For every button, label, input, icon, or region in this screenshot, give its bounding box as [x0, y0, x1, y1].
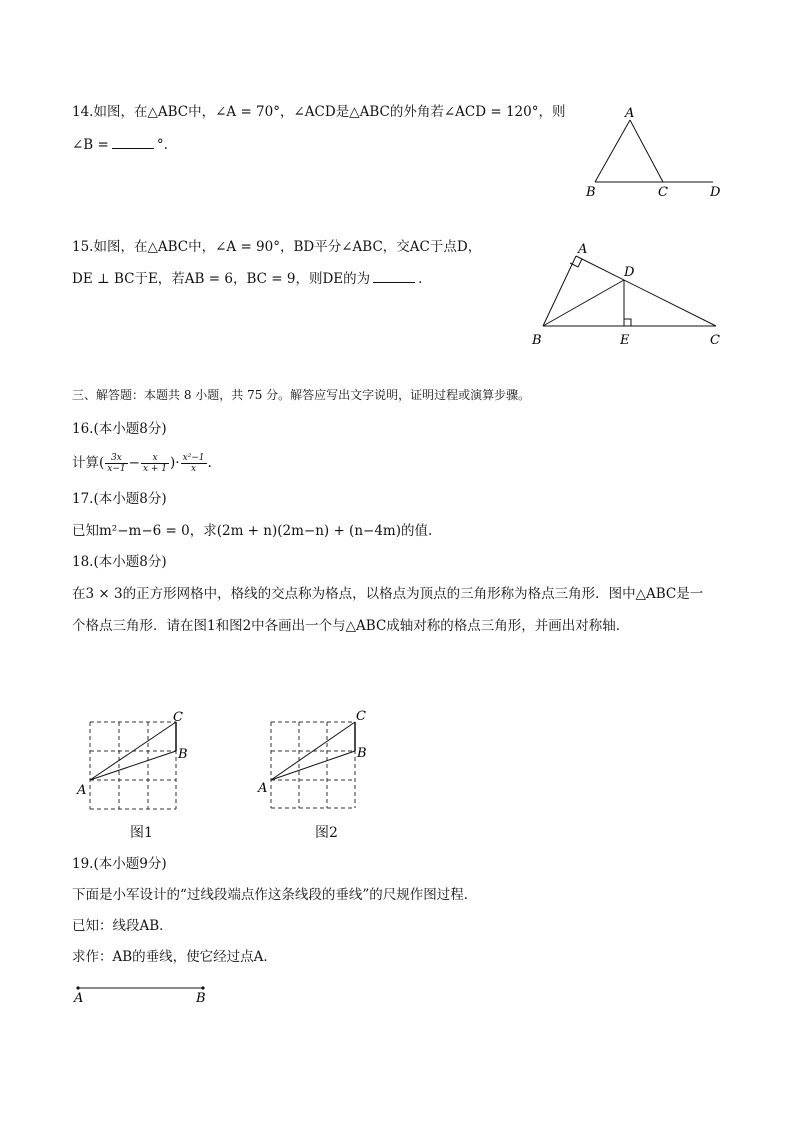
- q18-fig1-caption: 图1: [130, 825, 153, 841]
- q14-label-d: D: [710, 185, 721, 200]
- q15-label-e: E: [620, 333, 630, 348]
- q16-fraction-3-den: x: [191, 464, 197, 474]
- q19-line2: 已知：线段AB．: [72, 918, 173, 934]
- q15-segment-ac: [576, 256, 716, 326]
- q18-fig2-segment-ab: [271, 751, 355, 780]
- q19-line3: 求作：AB的垂线，使它经过点A．: [72, 949, 277, 965]
- q14-triangle-figure: [580, 104, 730, 200]
- q16-minus: −: [128, 455, 140, 471]
- q15-answer-blank: [373, 268, 415, 283]
- q15-condition-text: DE ⊥ BC于E，若AB = 6，BC = 9，则DE的为: [72, 271, 371, 287]
- q19-header: 19.(本小题9分): [72, 856, 167, 872]
- q19-segment-figure: [72, 980, 212, 1006]
- q18-fig2-label-c: C: [356, 709, 366, 724]
- q18-fig2-label-b: B: [357, 746, 367, 761]
- q15-end-punct: .: [418, 271, 423, 287]
- q14-line2: [72, 134, 168, 155]
- q18-fig1-segment-ab: [90, 751, 176, 780]
- q16-fraction-2-num: x: [141, 453, 169, 464]
- q16-fraction-2-den: x + 1: [142, 464, 168, 474]
- q18-fig1-label-a: A: [77, 783, 87, 798]
- q16-fraction-1: [105, 453, 127, 474]
- q17-header: 17.(本小题8分): [72, 491, 167, 507]
- q14-angle-b-label: ∠B =: [72, 137, 109, 153]
- q18-header: 18.(本小题8分): [72, 554, 167, 570]
- q16-fraction-2: [141, 453, 169, 474]
- q17-text: 已知m²−m−6 = 0，求(2m + n)(2m−n) + (n−4m)的值.: [72, 523, 433, 539]
- q18-fig1-label-c: C: [173, 710, 183, 725]
- q15-label-a: A: [578, 242, 588, 257]
- q15-label-d: D: [624, 265, 635, 280]
- q15-label-b: B: [532, 333, 542, 348]
- q18-fig2-label-a: A: [258, 781, 268, 796]
- q18-line2: 个格点三角形．请在图1和图2中各画出一个与△ABC成轴对称的格点三角形，并画出对称轴．: [72, 618, 630, 634]
- q15-line1: 15.如图，在△ABC中，∠A = 90°，BD平分∠ABC，交AC于点D，: [72, 239, 482, 255]
- q16-fraction-3: [181, 453, 207, 474]
- q15-label-c: C: [710, 333, 720, 348]
- q18-line1: 在3 × 3的正方形网格中，格线的交点称为格点，以格点为顶点的三角形称为格点三角形．图中△ABC是一: [72, 586, 704, 602]
- q15-triangle-figure: [530, 238, 730, 350]
- q16-fraction-1-num: 3x: [105, 453, 127, 464]
- q19-label-a: A: [74, 991, 84, 1006]
- q18-fig1-label-b: B: [178, 747, 188, 762]
- q19-label-b: B: [196, 991, 206, 1006]
- q18-fig2-caption: 图2: [315, 825, 338, 841]
- q16-fraction-3-num: x²−1: [182, 453, 205, 463]
- q16-expression: [72, 450, 212, 476]
- q14-segment-ab: [595, 120, 630, 182]
- q16-fraction-1-den: x−1: [107, 464, 126, 474]
- q18-figure-1: [76, 708, 196, 818]
- q16-prefix: 计算(: [72, 455, 105, 471]
- q16-end: .: [207, 455, 212, 471]
- q15-segment-bd: [543, 280, 624, 326]
- q14-segment-ac: [630, 120, 663, 182]
- q16-mid: )·: [170, 455, 180, 471]
- q19-point-b: [201, 986, 204, 989]
- q16-header: 16.(本小题8分): [72, 421, 167, 437]
- q15-right-angle-e: [624, 319, 631, 326]
- q15-segment-ab: [543, 256, 576, 326]
- q14-label-c: C: [658, 185, 668, 200]
- q14-line1: 14.如图，在△ABC中，∠A = 70°，∠ACD是△ABC的外角若∠ACD = 120°，则: [72, 104, 566, 120]
- q14-degree-suffix: °.: [156, 137, 168, 153]
- q14-label-a: A: [625, 106, 635, 121]
- q19-point-a: [76, 986, 79, 989]
- q14-label-b: B: [586, 185, 596, 200]
- q18-figure-2: [257, 706, 377, 816]
- q15-line2: [72, 268, 422, 289]
- q19-line1: 下面是小军设计的“过线段端点作这条线段的垂线”的尺规作图过程．: [72, 887, 478, 903]
- q14-answer-blank: [112, 134, 154, 149]
- section3-title: 三、解答题：本题共 8 小题，共 75 分。解答应写出文字说明，证明过程或演算步骤。: [72, 388, 531, 402]
